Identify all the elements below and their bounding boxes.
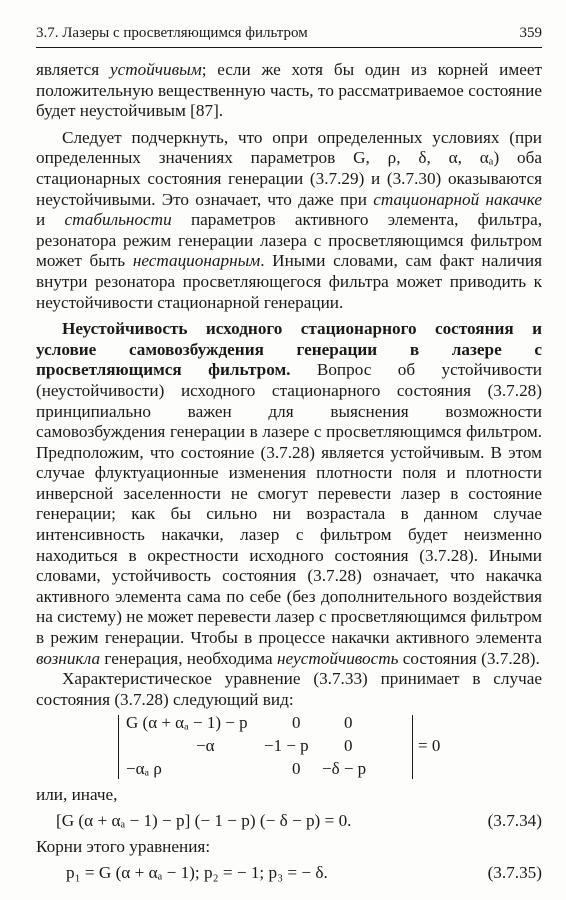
- paragraph-2: [36, 128, 542, 313]
- equals-zero: = 0: [418, 736, 441, 756]
- text-run: и: [36, 210, 65, 230]
- determinant-left-bar: [118, 715, 119, 779]
- italic-term: возникла: [36, 648, 101, 668]
- matrix-cell: G (α + αₐ − 1) − p: [126, 713, 248, 733]
- matrix-cell: −α: [196, 736, 215, 756]
- matrix-cell: −αₐ ρ: [126, 759, 162, 779]
- text-run: генерация, необходима: [100, 648, 277, 668]
- paragraph-3: [36, 319, 542, 669]
- equation-number: (3.7.34): [487, 811, 542, 830]
- determinant-equation: [36, 713, 542, 783]
- header-title: 3.7. Лазеры с просветляющимся фильтром: [36, 25, 308, 41]
- text-run: состояния (3.7.28).: [398, 648, 540, 668]
- text-run: параметров активного элемента, фильтра, резонатора режим генерации лазера с просветляющимся фильтром может быть: [36, 210, 543, 271]
- text-run: ; если же хотя бы один из корней имеет положительную вещественную часть, то рассматриваемое состояние будет неустойчивым [87].: [36, 60, 542, 121]
- matrix-cell: −1 − p: [264, 736, 309, 756]
- equation-formula: p₁ = G (α + αₐ − 1); p₂ = − 1; p₃ = − δ.: [66, 862, 328, 882]
- matrix-cell: 0: [344, 736, 353, 756]
- italic-term: устойчивым: [109, 60, 202, 79]
- matrix-cell: 0: [292, 759, 301, 779]
- matrix-cell: 0: [292, 713, 301, 733]
- page-body: [36, 60, 542, 887]
- or-text: или, иначе,: [36, 785, 118, 805]
- equation-formula: [G (α + αₐ − 1) − p] (− 1 − p) (− δ − p) = 0.: [56, 811, 352, 830]
- text-run: . Иными словами, сам факт наличия внутри резонатора просветляющегося фильтра может приводить к неустойчивости стационарной генерации.: [36, 251, 542, 312]
- text-run: Следует подчеркнуть, что опри определенных условиях (при определенных значениях параметров G, ρ, δ, α, αₐ) оба стационарных состояния генерации (3.7.29) и (3.7.30) оказываются неустойчивыми. Это означает, что даже при: [36, 127, 542, 209]
- italic-term: нестационарным: [132, 251, 261, 271]
- roots-label: Корни этого уравнения:: [36, 837, 211, 856]
- section-run-in-heading: Неустойчивость исходного стационарного состояния и условие самовозбуждения генерации в лазере с просветляющимся фильтром.: [36, 319, 542, 380]
- running-header: [36, 23, 542, 48]
- italic-term: стационарной накачке: [373, 189, 542, 209]
- text-run: является: [36, 60, 110, 79]
- italic-term: стабильности: [64, 210, 172, 230]
- equation-3-7-34: [36, 811, 542, 835]
- matrix-cell: −δ − p: [322, 759, 367, 779]
- paragraph-1: [36, 60, 542, 122]
- equation-number: (3.7.35): [487, 862, 542, 882]
- page-number: 359: [519, 25, 542, 41]
- paragraph-4: Характеристическое уравнение (3.7.33) принимает в случае состояния (3.7.28) следующий вид:: [36, 669, 542, 709]
- italic-term: неустойчивость: [276, 648, 399, 668]
- determinant-right-bar: [412, 715, 413, 779]
- equation-3-7-35: [36, 863, 542, 887]
- text-run: Вопрос об устойчивости (неустойчивости) исходного стационарного состояния (3.7.28) принципиально важен для выяснения возможности самовозбуждения генерации в лазере с просветляющимся фильтром. Предположим, что состояние (3.7.28) является устойчивым. В этом случае флуктуационные изменения плотности поля и плотности инверсной заселенности не смогут перевести лазер в состояние генерации; как бы сильно ни возрастала в данном случае интенсивность накачки, лазер с фильтром будет неизменно находиться в окрестности исходного состояния (3.7.28). Иными словами, устойчивость состояния (3.7.28) означает, что накачка активного элемента сама по себе (без дополнительного воздействия на систему) не может перевести лазер с просветляющимся фильтром в режим генерации. Чтобы в процессе накачки активного элемента: [36, 360, 542, 648]
- matrix-cell: 0: [344, 713, 353, 733]
